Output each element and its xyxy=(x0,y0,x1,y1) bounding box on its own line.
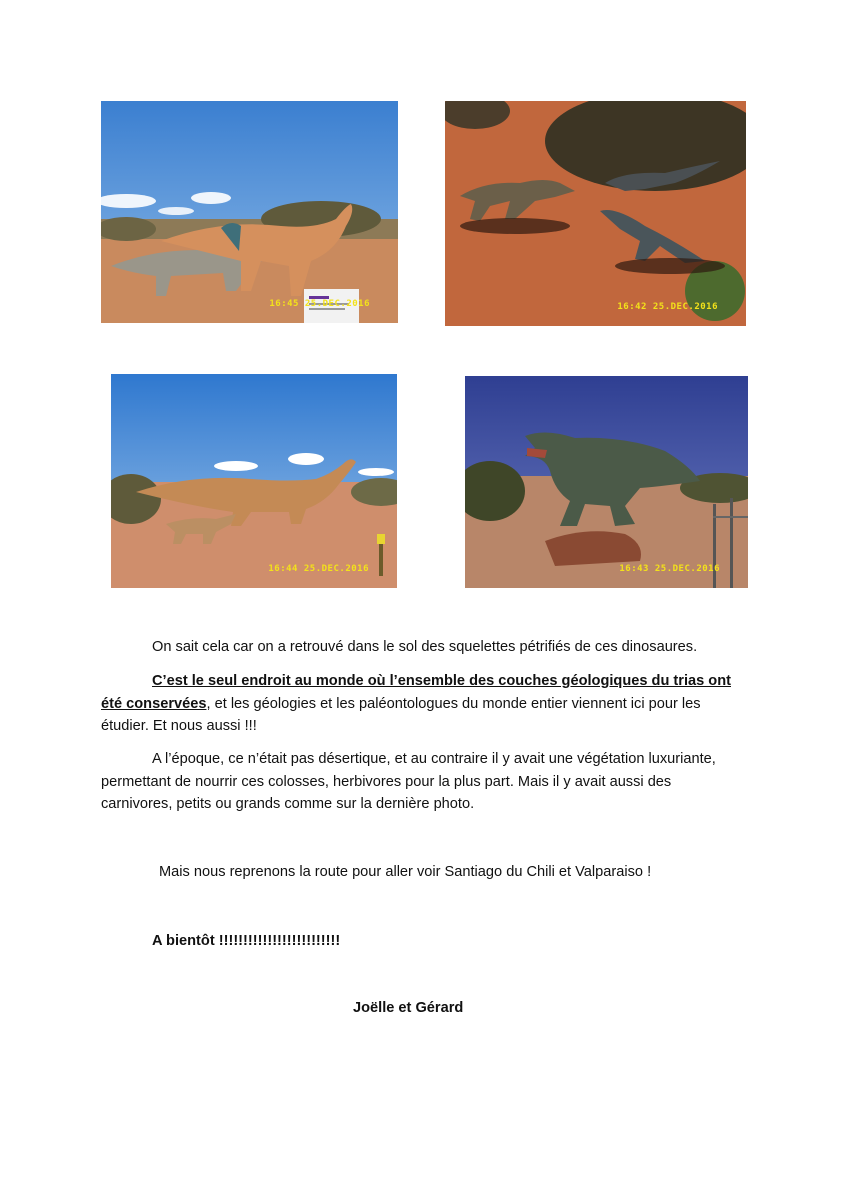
photo-1-image xyxy=(101,101,398,323)
photo-timestamp: 16:45 25.DEC.2016 xyxy=(269,299,370,309)
photo-dinosaurs-3 xyxy=(111,374,397,588)
photo-timestamp: 16:43 25.DEC.2016 xyxy=(619,564,720,574)
paragraph-4: Mais nous reprenons la route pour aller voir Santiago du Chili et Valparaiso ! xyxy=(159,864,652,880)
paragraph-1: On sait cela car on a retrouvé dans le sol des squelettes pétrifiés de ces dinosaures. xyxy=(152,639,698,655)
photo-2-image xyxy=(445,101,746,326)
photo-dinosaurs-1 xyxy=(101,101,398,323)
paragraph-2 xyxy=(101,670,741,738)
paragraph-2-rest: , et les géologies et les paléontologues du monde entier viennent ici pour les étudier. Et nous aussi !!! xyxy=(101,695,701,734)
photo-timestamp: 16:42 25.DEC.2016 xyxy=(617,302,718,312)
photo-dinosaurs-4 xyxy=(465,376,748,588)
signature: Joëlle et Gérard xyxy=(353,1000,464,1016)
photo-timestamp: 16:44 25.DEC.2016 xyxy=(268,564,369,574)
photo-4-image xyxy=(465,376,748,588)
farewell-line: A bientôt !!!!!!!!!!!!!!!!!!!!!!!!! xyxy=(152,933,341,949)
photo-3-image xyxy=(111,374,397,588)
paragraph-2-emphasis: C’est le seul endroit au monde où l’ensemble des couches géologiques du trias ont été conservées xyxy=(101,673,731,712)
paragraph-3: A l’époque, ce n’était pas désertique, et au contraire il y avait une végétation luxuriante, permettant de nourrir ces colosses, herbivores pour la plus part. Mais il y avait aussi des carnivores, petits ou grands comme sur la dernière photo. xyxy=(101,751,716,812)
photo-dinosaurs-2 xyxy=(445,101,746,326)
